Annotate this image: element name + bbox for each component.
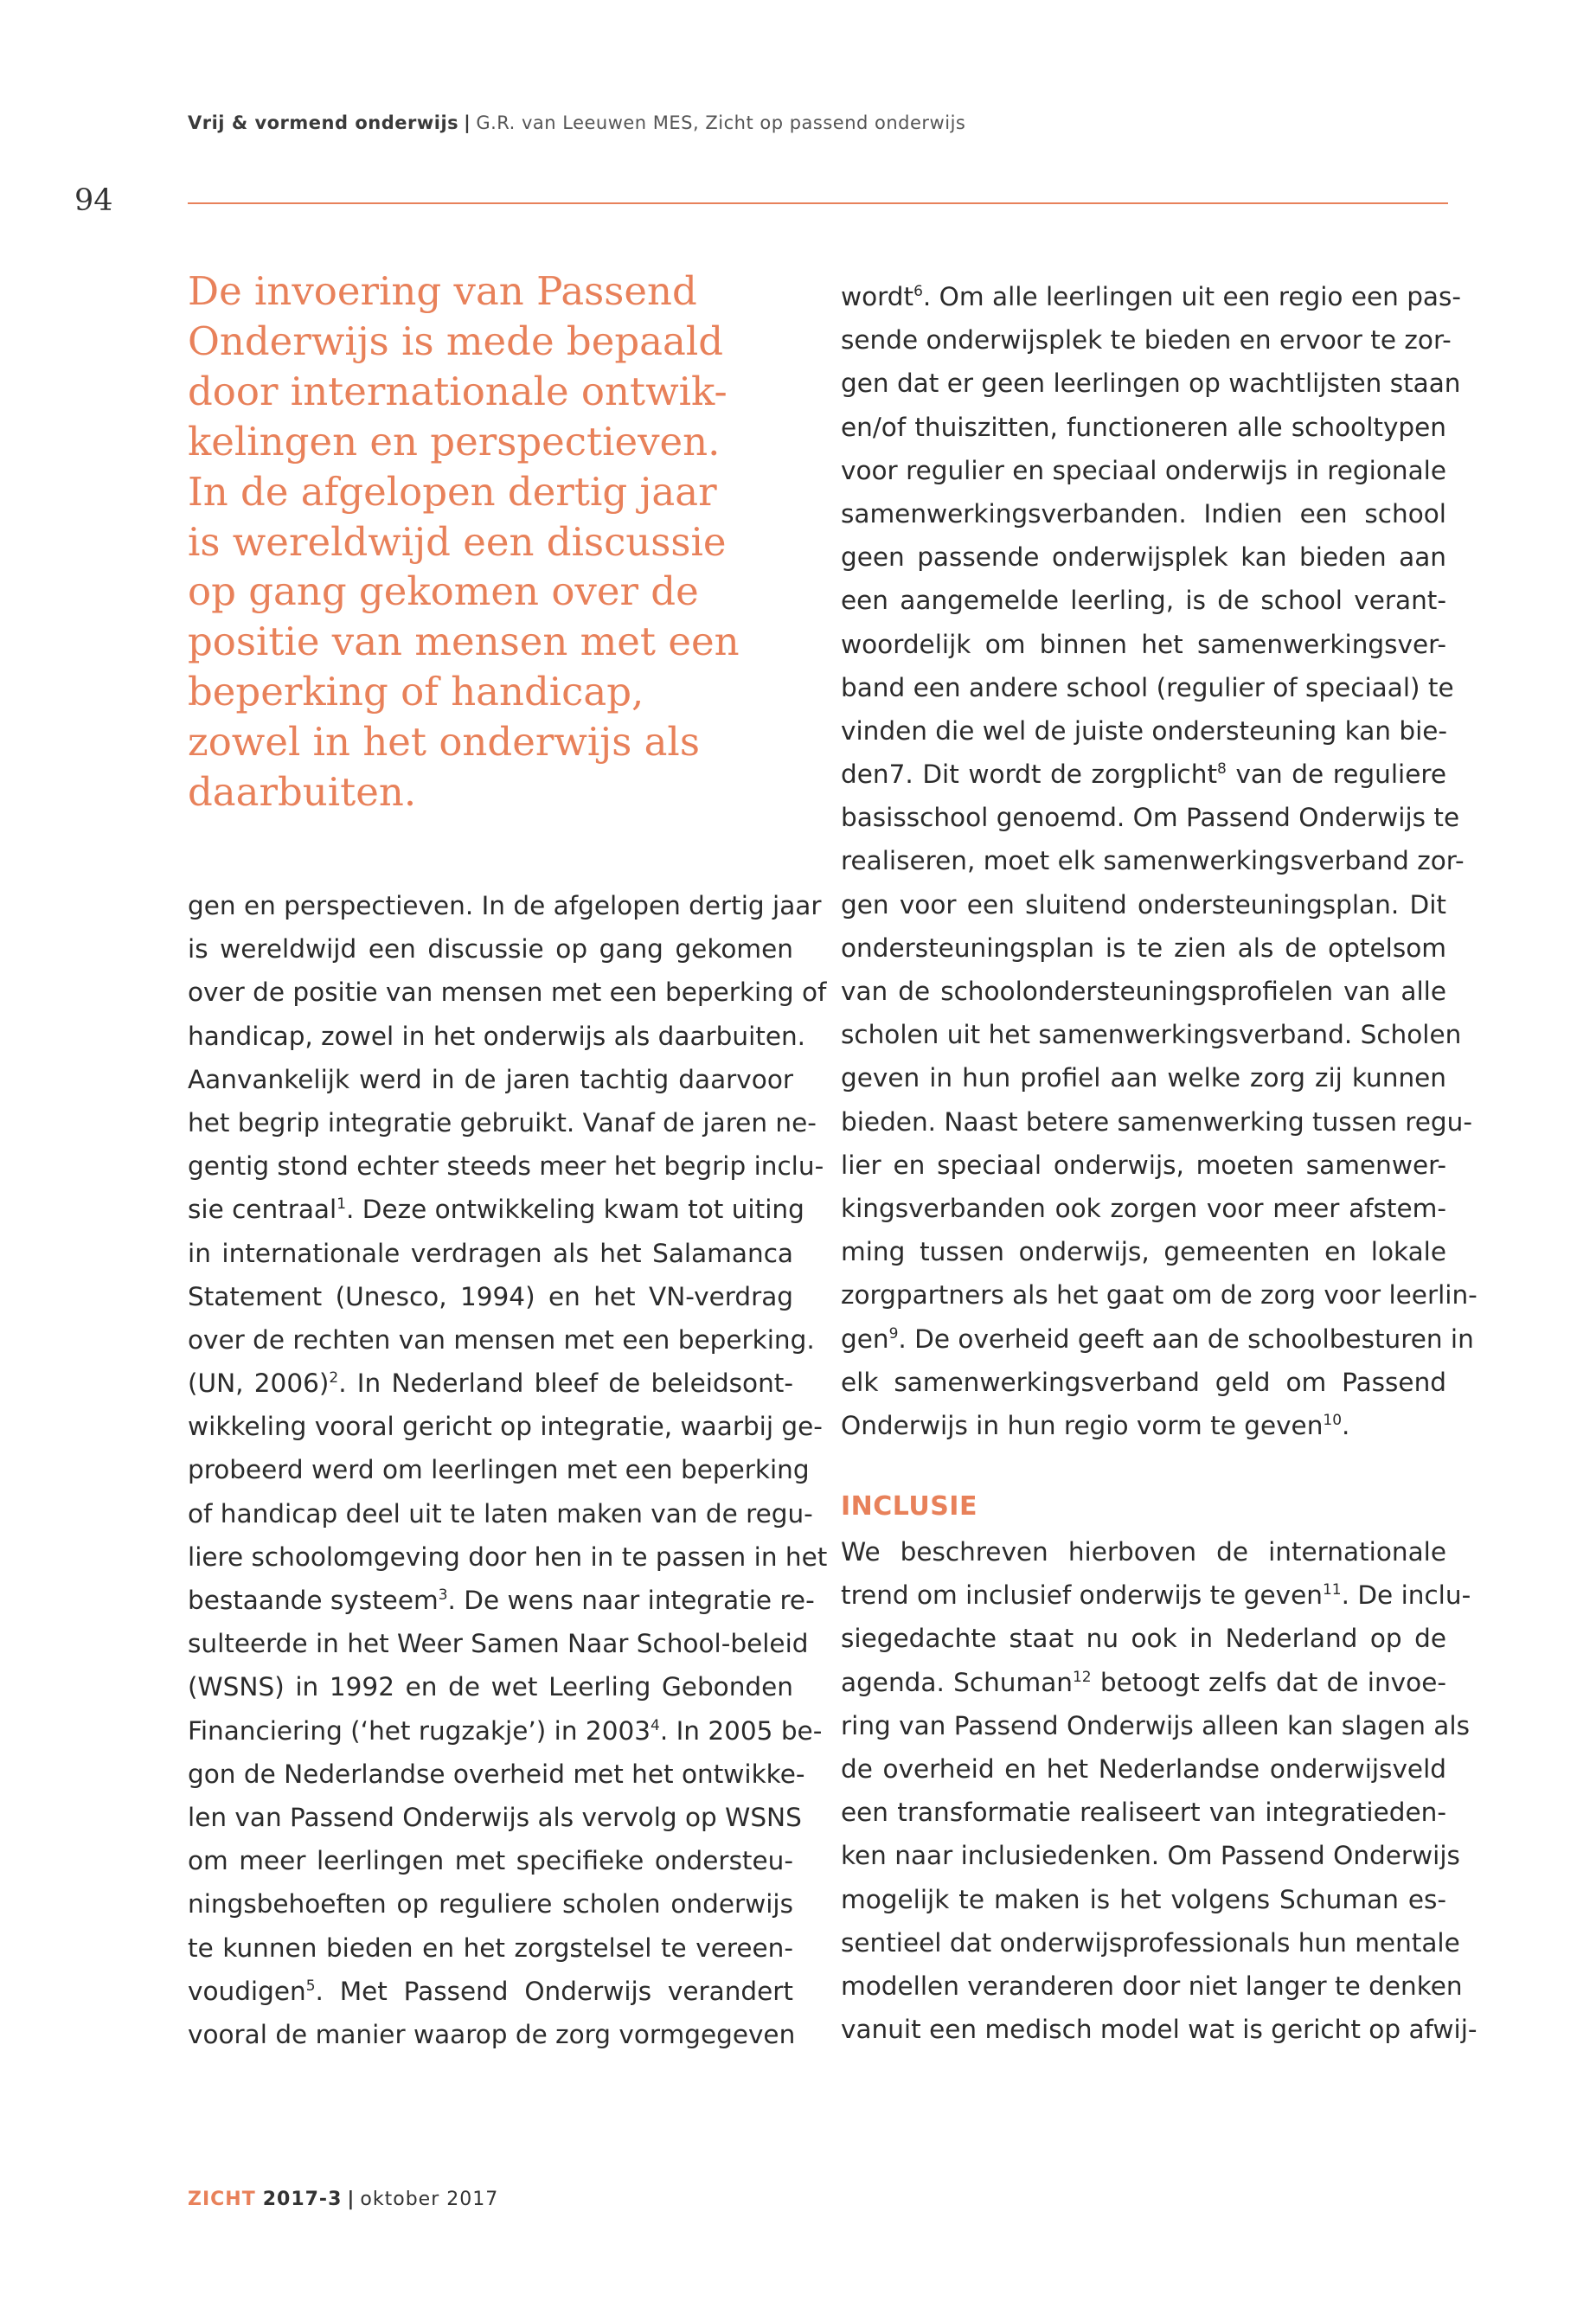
pull-quote-line: kelingen en perspectieven. bbox=[188, 418, 721, 465]
text-line bbox=[841, 1574, 1471, 1617]
line-text: gen bbox=[841, 1324, 889, 1354]
text-line bbox=[841, 362, 1461, 405]
line-text: Onderwijs in hun regio vorm te geven bbox=[841, 1410, 1324, 1440]
pull-quote-line: is wereldwijd een discussie bbox=[188, 518, 727, 565]
text-line bbox=[841, 579, 1446, 622]
text-line bbox=[841, 1404, 1446, 1447]
header-separator: | bbox=[464, 112, 471, 133]
text-line bbox=[188, 1970, 793, 2013]
text-line bbox=[841, 535, 1446, 579]
line-text: geven in hun profiel aan welke zorg zij kunnen bbox=[841, 1063, 1446, 1093]
pull-quote bbox=[188, 266, 793, 817]
line-text: een aangemelde leerling, is de school verant- bbox=[841, 586, 1446, 616]
pull-quote-line: De invoering van Passend bbox=[188, 268, 697, 314]
line-text: len van Passend Onderwijs als vervolg op WSNS bbox=[188, 1802, 802, 1832]
line-text: vinden die wel de juiste ondersteuning kan bie- bbox=[841, 715, 1448, 746]
line-text: bestaande systeem bbox=[188, 1586, 439, 1615]
author-title: G.R. van Leeuwen MES, Zicht op passend onderwijs bbox=[476, 112, 966, 133]
text-line bbox=[841, 1273, 1477, 1317]
text-line bbox=[188, 1492, 813, 1535]
footnote-marker: 11 bbox=[1322, 1581, 1342, 1599]
line-text: sentieel dat onderwijsprofessionals hun mentale bbox=[841, 1927, 1460, 1958]
text-line bbox=[841, 275, 1462, 318]
line-text: gen dat er geen leerlingen op wachtlijsten staan bbox=[841, 369, 1461, 399]
text-line bbox=[188, 1015, 806, 1058]
text-line bbox=[841, 318, 1452, 362]
text-line bbox=[841, 2008, 1477, 2051]
text-line bbox=[841, 796, 1460, 839]
line-text: Statement (Unesco, 1994) en het VN-verdrag bbox=[188, 1281, 793, 1311]
line-text: te kunnen bieden en het zorgstelsel te vereen- bbox=[188, 1932, 793, 1963]
right-column-text bbox=[841, 275, 1477, 1447]
line-text: (UN, 2006) bbox=[188, 1368, 330, 1399]
line-text: sie centraal bbox=[188, 1195, 337, 1225]
text-line bbox=[841, 839, 1465, 882]
line-text-continued: . De inclu- bbox=[1341, 1580, 1471, 1611]
line-text: modellen veranderen door niet langer te denken bbox=[841, 1971, 1463, 2001]
footer-separator: | bbox=[347, 2189, 356, 2210]
text-line bbox=[841, 883, 1446, 926]
footnote-marker: 4 bbox=[651, 1716, 660, 1734]
header-divider bbox=[188, 202, 1448, 204]
text-line bbox=[188, 1709, 823, 1753]
text-line bbox=[841, 623, 1446, 666]
text-line bbox=[841, 492, 1446, 535]
line-text: in internationale verdragen als het Salamanca bbox=[188, 1238, 793, 1268]
pull-quote-line: beperking of handicap, bbox=[188, 669, 644, 715]
pull-quote-line: In de afgelopen dertig jaar bbox=[188, 468, 717, 515]
line-text: voudigen bbox=[188, 1976, 306, 2006]
left-column-text bbox=[188, 884, 828, 2056]
text-line bbox=[188, 1926, 793, 1970]
line-text: om meer leerlingen met specifieke ondersteu- bbox=[188, 1846, 793, 1876]
line-text: We beschreven hierboven de internationale bbox=[841, 1537, 1446, 1567]
text-line bbox=[188, 1839, 793, 1882]
line-text-continued: betoogt zelfs dat de invoe- bbox=[1091, 1667, 1446, 1697]
text-line bbox=[841, 449, 1446, 492]
text-line bbox=[841, 1704, 1470, 1747]
line-text: geen passende onderwijsplek kan bieden aan bbox=[841, 542, 1446, 573]
text-line bbox=[841, 709, 1446, 753]
text-line bbox=[188, 1318, 815, 1362]
line-text: ningsbehoeften op reguliere scholen onderwijs bbox=[188, 1889, 793, 1920]
text-line bbox=[188, 1579, 815, 1622]
line-text: agenda. Schuman bbox=[841, 1667, 1073, 1697]
text-line bbox=[841, 1056, 1446, 1099]
text-line bbox=[841, 1230, 1446, 1273]
text-line bbox=[188, 1665, 793, 1708]
line-text: sulteerde in het Weer Samen Naar School-beleid bbox=[188, 1629, 809, 1659]
line-text: (WSNS) in 1992 en de wet Leerling Gebonden bbox=[188, 1672, 793, 1702]
line-text: vanuit een medisch model wat is gericht op afwij- bbox=[841, 2015, 1477, 2045]
text-line bbox=[188, 1232, 793, 1275]
text-line bbox=[188, 1058, 793, 1101]
text-line bbox=[841, 1317, 1474, 1361]
line-text: de overheid en het Nederlandse onderwijsveld bbox=[841, 1753, 1446, 1784]
footnote-marker: 6 bbox=[913, 283, 923, 301]
pull-quote-line: op gang gekomen over de bbox=[188, 568, 699, 615]
line-text: basisschool genoemd. Om Passend Onderwijs te bbox=[841, 803, 1460, 833]
pull-quote-line: positie van mensen met een bbox=[188, 619, 740, 665]
line-text: over de rechten van mensen met een beperking. bbox=[188, 1324, 815, 1355]
line-text: over de positie van mensen met een beperking of bbox=[188, 977, 827, 1008]
line-text: het begrip integratie gebruikt. Vanaf de jaren ne- bbox=[188, 1107, 817, 1138]
line-text: een transformatie realiseert van integratieden- bbox=[841, 1798, 1446, 1828]
line-text: is wereldwijd een discussie op gang gekomen bbox=[188, 934, 793, 965]
text-line bbox=[188, 1448, 810, 1491]
text-line bbox=[841, 926, 1446, 970]
text-line bbox=[841, 1921, 1460, 1965]
line-text: Financiering (‘het rugzakje’) in 2003 bbox=[188, 1715, 651, 1746]
line-text: wikkeling vooral gericht op integratie, waarbij ge- bbox=[188, 1412, 823, 1442]
text-line bbox=[188, 1405, 823, 1448]
line-text-continued: . Met Passend Onderwijs verandert bbox=[315, 1976, 793, 2006]
line-text: scholen uit het samenwerkingsverband. Scholen bbox=[841, 1020, 1462, 1050]
text-line bbox=[188, 1101, 817, 1144]
line-text: trend om inclusief onderwijs te geven bbox=[841, 1580, 1323, 1611]
footnote-marker: 5 bbox=[305, 1977, 316, 1995]
text-line bbox=[841, 1878, 1446, 1921]
text-line bbox=[841, 1187, 1446, 1230]
pull-quote-line: door internationale ontwik- bbox=[188, 368, 727, 414]
line-text-continued: . In 2005 be- bbox=[659, 1715, 823, 1746]
text-line bbox=[841, 1791, 1446, 1834]
line-text: zorgpartners als het gaat om de zorg voor leerlin- bbox=[841, 1280, 1477, 1311]
footnote-marker: 10 bbox=[1323, 1412, 1343, 1430]
text-line bbox=[188, 1144, 824, 1188]
inclusie-section-text bbox=[841, 1530, 1477, 2051]
text-line bbox=[841, 1100, 1472, 1144]
footnote-marker: 1 bbox=[337, 1195, 347, 1214]
line-text: gen voor een sluitend ondersteuningsplan. Dit bbox=[841, 889, 1446, 920]
footnote-marker: 2 bbox=[329, 1369, 339, 1388]
text-line bbox=[188, 1796, 802, 1839]
line-text: band een andere school (regulier of speciaal) te bbox=[841, 672, 1454, 702]
text-line bbox=[841, 970, 1446, 1013]
line-text: Aanvankelijk werd in de jaren tachtig daarvoor bbox=[188, 1064, 793, 1094]
line-text-continued: . De wens naar integratie re- bbox=[447, 1586, 815, 1615]
text-line bbox=[188, 1535, 828, 1579]
line-text: gentig stond echter steeds meer het begrip inclu- bbox=[188, 1151, 824, 1182]
pull-quote-line: zowel in het onderwijs als bbox=[188, 719, 700, 766]
line-text: ming tussen onderwijs, gemeenten en lokale bbox=[841, 1237, 1446, 1267]
running-header bbox=[188, 112, 965, 133]
text-line bbox=[841, 666, 1454, 709]
line-text: vooral de manier waarop de zorg vormgegeven bbox=[188, 2019, 796, 2049]
line-text: siegedachte staat nu ook in Nederland op de bbox=[841, 1624, 1446, 1654]
text-line bbox=[841, 1013, 1462, 1056]
text-line bbox=[841, 1530, 1446, 1574]
text-line bbox=[188, 1882, 793, 1926]
line-text: wordt bbox=[841, 282, 914, 311]
text-line bbox=[188, 927, 793, 971]
text-line bbox=[841, 1361, 1446, 1404]
text-line bbox=[188, 971, 827, 1014]
line-text: realiseren, moet elk samenwerkingsverband zor- bbox=[841, 846, 1465, 876]
line-text: voor regulier en speciaal onderwijs in regionale bbox=[841, 455, 1446, 485]
line-text-continued: . De overheid geeft aan de schoolbesturen in bbox=[898, 1324, 1474, 1354]
line-text: kingsverbanden ook zorgen voor meer afstem- bbox=[841, 1193, 1446, 1223]
text-line bbox=[841, 753, 1446, 796]
line-text-continued: . Om alle leerlingen uit een regio een pas- bbox=[922, 282, 1462, 311]
line-text: gen en perspectieven. In de afgelopen dertig jaar bbox=[188, 891, 822, 920]
text-line bbox=[841, 1747, 1446, 1791]
text-line bbox=[841, 1617, 1446, 1660]
footer-brand: ZICHT bbox=[188, 2189, 256, 2210]
page-footer bbox=[188, 2189, 498, 2210]
line-text: van de schoolondersteuningsprofielen van alle bbox=[841, 977, 1446, 1006]
line-text: liere schoolomgeving door hen in te passen in het bbox=[188, 1541, 828, 1572]
line-text: handicap, zowel in het onderwijs als daarbuiten. bbox=[188, 1021, 806, 1051]
pull-quote-line: daarbuiten. bbox=[188, 769, 417, 816]
text-line bbox=[841, 1144, 1446, 1187]
text-line bbox=[841, 406, 1446, 449]
line-text: den7. Dit wordt de zorgplicht bbox=[841, 760, 1218, 790]
text-line bbox=[841, 1834, 1460, 1877]
footer-issue: 2017-3 bbox=[262, 2189, 343, 2210]
line-text: sende onderwijsplek te bieden en ervoor te zor- bbox=[841, 325, 1452, 356]
text-line bbox=[841, 1661, 1446, 1704]
text-line bbox=[188, 2013, 796, 2056]
text-line bbox=[188, 1188, 804, 1231]
line-text: ring van Passend Onderwijs alleen kan slagen als bbox=[841, 1710, 1470, 1740]
line-text: lier en speciaal onderwijs, moeten samenwer- bbox=[841, 1150, 1446, 1180]
line-text: of handicap deel uit te laten maken van de regu- bbox=[188, 1498, 813, 1529]
footnote-marker: 12 bbox=[1072, 1668, 1092, 1686]
text-line bbox=[188, 884, 822, 927]
text-line bbox=[188, 1753, 805, 1796]
footnote-marker: 8 bbox=[1217, 760, 1227, 779]
line-text: samenwerkingsverbanden. Indien een school bbox=[841, 498, 1446, 529]
line-text: probeerd werd om leerlingen met een beperking bbox=[188, 1455, 810, 1485]
footer-date: oktober 2017 bbox=[360, 2189, 499, 2210]
line-text: ken naar inclusiedenken. Om Passend Onderwijs bbox=[841, 1841, 1460, 1871]
line-text: bieden. Naast betere samenwerking tussen regu- bbox=[841, 1106, 1472, 1137]
line-text-continued: van de reguliere bbox=[1226, 760, 1446, 790]
line-text: ondersteuningsplan is te zien als de optelsom bbox=[841, 933, 1446, 963]
footnote-marker: 3 bbox=[438, 1586, 448, 1605]
pull-quote-line: Onderwijs is mede bepaald bbox=[188, 317, 724, 364]
text-line bbox=[188, 1275, 793, 1318]
text-line bbox=[841, 1965, 1463, 2008]
journal-name: Vrij & vormend onderwijs bbox=[188, 112, 459, 133]
line-text: woordelijk om binnen het samenwerkingsver- bbox=[841, 629, 1446, 659]
line-text: elk samenwerkingsverband geld om Passend bbox=[841, 1367, 1446, 1397]
section-heading: INCLUSIE bbox=[841, 1491, 977, 1522]
line-text: en/of thuiszitten, functioneren alle schooltypen bbox=[841, 412, 1446, 442]
line-text: gon de Nederlandse overheid met het ontwikke- bbox=[188, 1759, 805, 1789]
page-number: 94 bbox=[74, 183, 113, 218]
text-line bbox=[188, 1622, 809, 1665]
line-text-continued: . Deze ontwikkeling kwam tot uiting bbox=[346, 1195, 804, 1225]
footnote-marker: 9 bbox=[888, 1324, 899, 1343]
text-line bbox=[188, 1362, 793, 1405]
line-text-continued: . In Nederland bleef de beleidsont- bbox=[338, 1368, 793, 1399]
line-text-continued: . bbox=[1342, 1410, 1350, 1440]
line-text: mogelijk te maken is het volgens Schuman es- bbox=[841, 1884, 1446, 1914]
